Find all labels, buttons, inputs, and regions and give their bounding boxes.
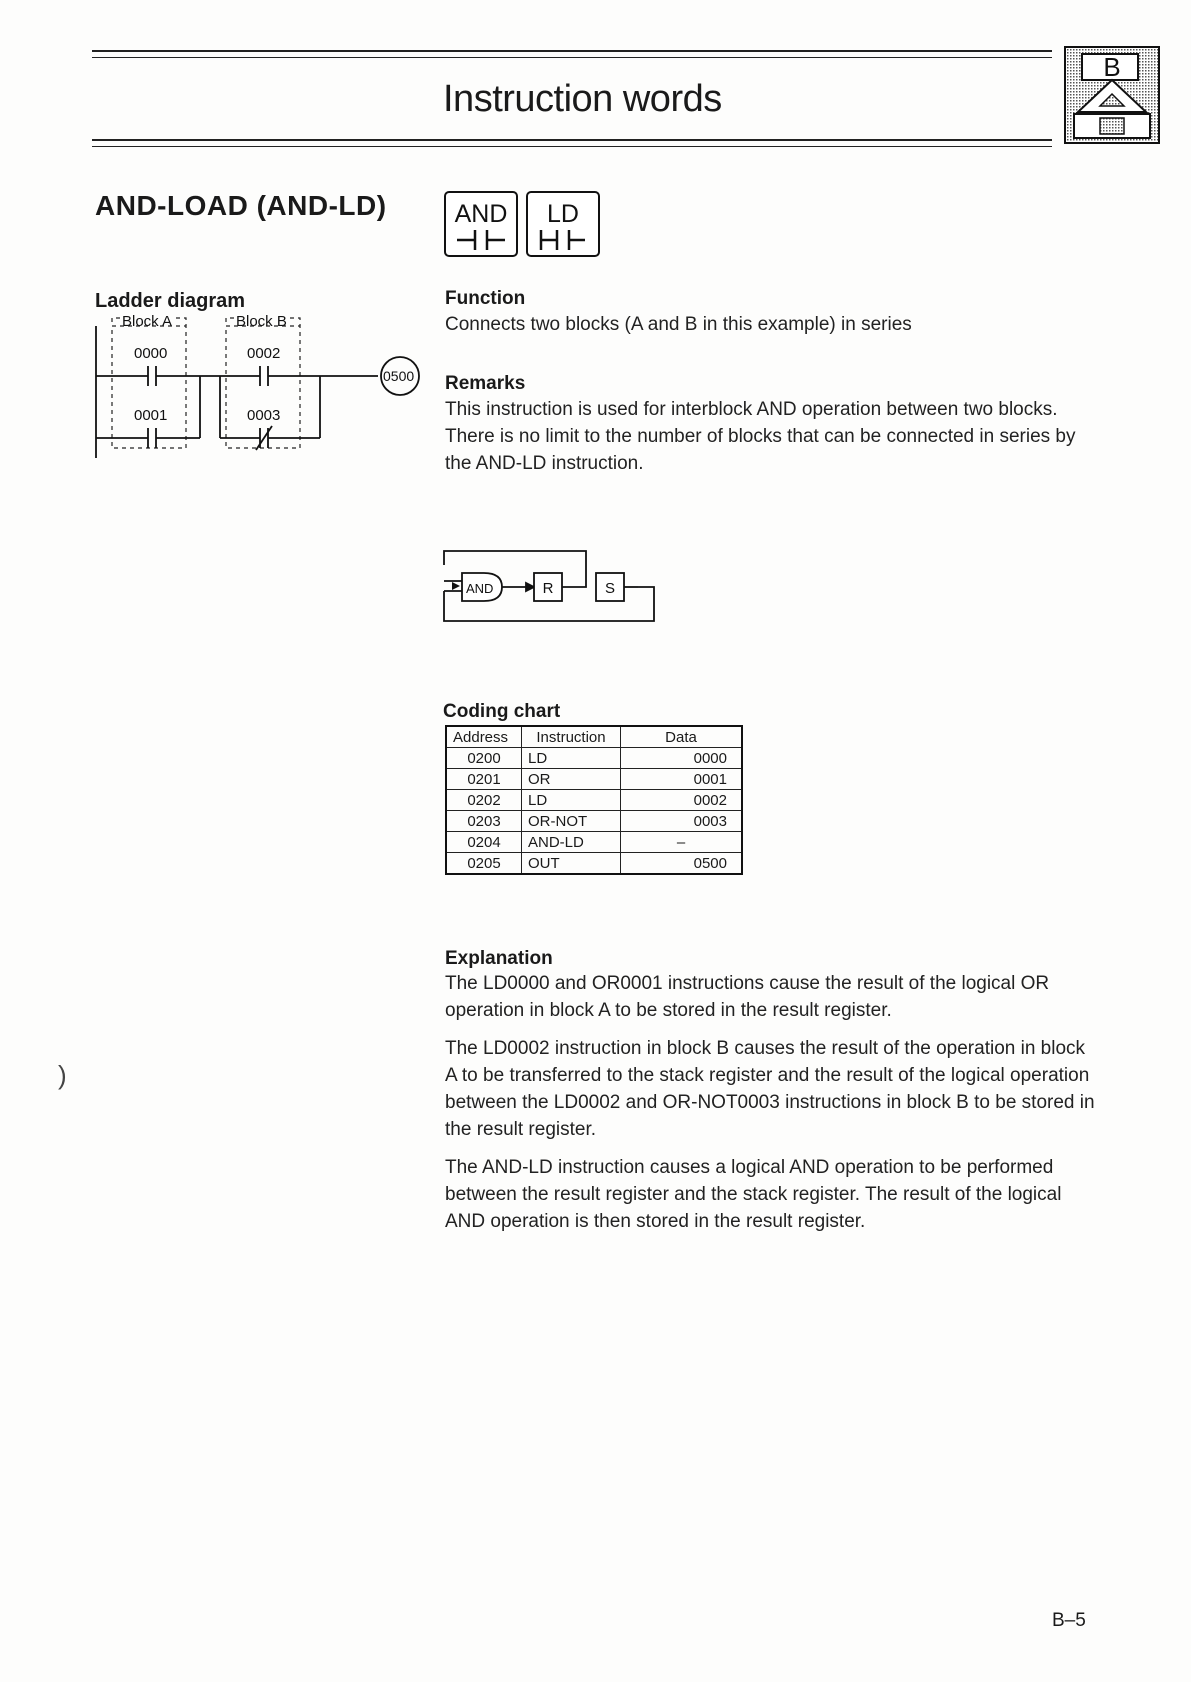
page-title: Instruction words: [443, 78, 722, 120]
row-address: 0201: [446, 769, 522, 790]
contact-0003-label: 0003: [247, 407, 281, 424]
remarks-paragraph: This instruction is used for interblock AND operation between two blocks. There is no limit to the number of blocks that can be connected in series by the AND-LD instruction.: [445, 399, 1076, 474]
row-address: 0200: [446, 748, 522, 769]
ladder-diagram: [90, 312, 430, 462]
row-instruction: LD: [522, 790, 621, 811]
row-data: 0001: [621, 769, 743, 790]
header-rule-bottom-2: [92, 146, 1052, 147]
table-row: [446, 748, 742, 769]
explanation-heading: Explanation: [445, 948, 553, 969]
page-number: B–5: [1052, 1610, 1086, 1631]
explanation-text: [445, 970, 1095, 1246]
margin-mark: ): [58, 1060, 67, 1090]
register-s-label: S: [604, 580, 616, 597]
explanation-paragraph-2: The LD0002 instruction in block B causes the result of the operation in block A to be transferred to the stack register and the result of the logical operation between the LD0002 and OR-NOT0003 instructions in block B to be stored in the result register.: [445, 1038, 1095, 1140]
ladder-diagram-heading: Ladder diagram: [95, 290, 246, 312]
column-header-data: Data: [621, 726, 743, 748]
ld-key-label: LD: [547, 200, 579, 228]
row-instruction: OR: [522, 769, 621, 790]
row-instruction: AND-LD: [522, 832, 621, 853]
row-address: 0202: [446, 790, 522, 811]
explanation-paragraph-3: The AND-LD instruction causes a logical AND operation to be performed between the result register and the stack register. The result of the logical AND operation is then stored in the result register.: [445, 1157, 1062, 1232]
header-rule-bottom-1: [92, 139, 1052, 141]
function-text: [445, 311, 1085, 349]
row-instruction: LD: [522, 748, 621, 769]
row-instruction: OR-NOT: [522, 811, 621, 832]
and-key: [445, 192, 517, 256]
table-row: [446, 790, 742, 811]
block-b-label: Block B: [236, 313, 287, 330]
contact-0001-label: 0001: [134, 407, 168, 424]
section-tab-letter: B: [1103, 52, 1121, 82]
row-data: 0500: [621, 853, 743, 875]
row-data: 0000: [621, 748, 743, 769]
function-heading: Function: [445, 288, 526, 309]
column-header-instruction: Instruction: [522, 726, 621, 748]
remarks-text: [445, 396, 1095, 488]
table-row: [446, 853, 742, 875]
row-data: 0002: [621, 790, 743, 811]
contact-0002-label: 0002: [247, 345, 281, 362]
register-r-label: R: [542, 580, 554, 597]
coding-chart-heading: Coding chart: [443, 701, 561, 722]
explanation-paragraph-1: The LD0000 and OR0001 instructions cause the result of the logical OR operation in block A to be stored in the result register.: [445, 973, 1050, 1021]
output-0500-label: 0500: [383, 368, 415, 384]
section-tab-logo: [1064, 46, 1160, 144]
ld-key: [527, 192, 599, 256]
row-address: 0205: [446, 853, 522, 875]
column-header-address: Address: [446, 726, 522, 748]
instruction-keys: [443, 190, 603, 260]
header-rule-top-1: [92, 50, 1052, 52]
and-gate-label: AND: [466, 581, 494, 596]
row-instruction: OUT: [522, 853, 621, 875]
section-title: AND-LOAD (AND-LD): [95, 190, 387, 221]
row-address: 0204: [446, 832, 522, 853]
table-row: [446, 769, 742, 790]
contact-0000-label: 0000: [134, 345, 168, 362]
row-data: 0003: [621, 811, 743, 832]
coding-chart-header-row: [446, 726, 742, 748]
table-row: [446, 832, 742, 853]
remarks-heading: Remarks: [445, 373, 526, 394]
function-paragraph: Connects two blocks (A and B in this example) in series: [445, 314, 912, 335]
row-data: –: [621, 832, 743, 853]
header-rule-top-2: [92, 57, 1052, 58]
and-key-label: AND: [454, 200, 508, 228]
table-row: [446, 811, 742, 832]
row-address: 0203: [446, 811, 522, 832]
coding-chart-table: [445, 725, 743, 875]
block-a-label: Block A: [122, 313, 173, 330]
logic-diagram: [440, 545, 660, 625]
